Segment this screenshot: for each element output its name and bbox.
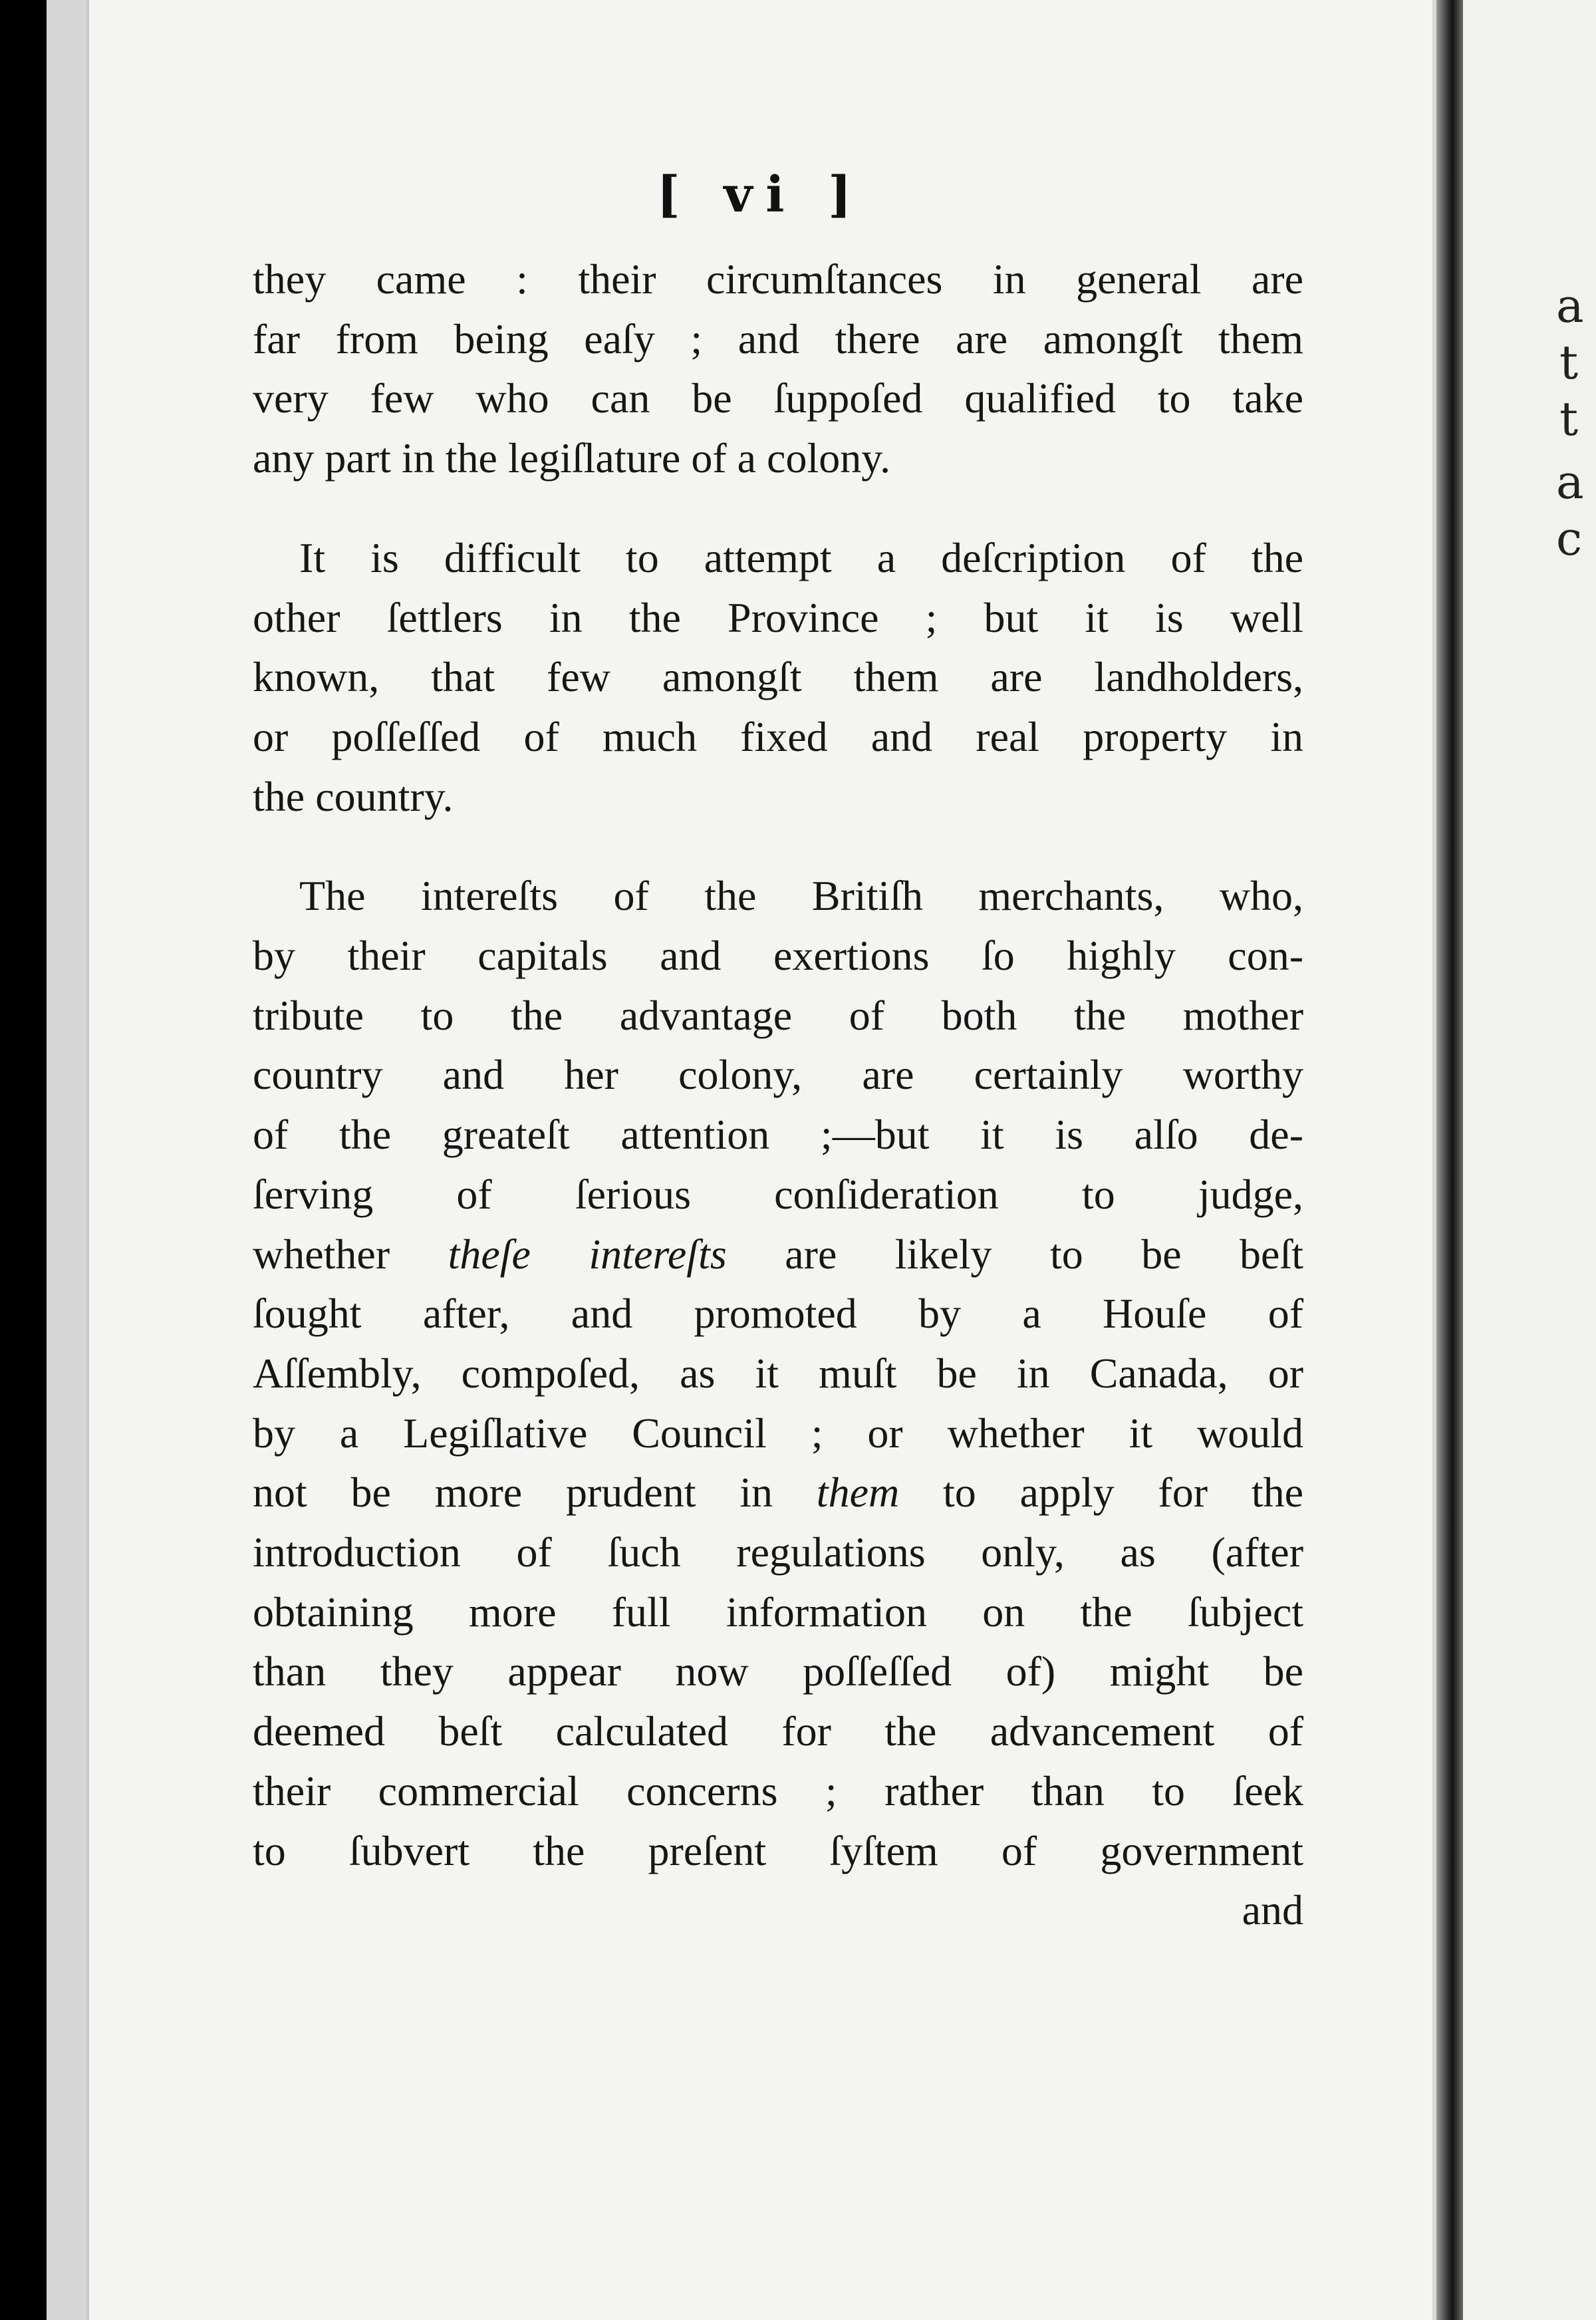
text-line: It is difficult to attempt a deſcription of the [299, 533, 1303, 581]
text-line: any part in the legiſlature of a colony. [253, 434, 891, 482]
text-segment: not be more prudent in [253, 1469, 817, 1517]
text-line: deemed beſt calculated for the advancement of [253, 1707, 1303, 1755]
page-number-header: [ vi ] [656, 166, 865, 223]
catchword: and [1242, 1886, 1303, 1934]
text-line: the country. [253, 772, 454, 820]
paragraph-2 [253, 528, 1303, 827]
text-line: known, that few amongſt them are landholders, [253, 653, 1303, 701]
text-line: to ſubvert the preſent ſyſtem of government [253, 1826, 1303, 1874]
text-line: The intereſts of the Britiſh merchants, who, [299, 872, 1303, 920]
text-line-with-italic [253, 1225, 1303, 1284]
facing-page-letter: a [1556, 279, 1584, 333]
text-line: obtaining more full information on the ſubject [253, 1588, 1303, 1636]
text-line: other ſettlers in the Province ; but it is well [253, 593, 1303, 641]
text-line: they came : their circumſtances in general are [253, 255, 1303, 303]
text-line: far from being eaſy ; and there are amongſt them [253, 315, 1303, 362]
text-line: of the greateſt attention ;—but it is alſo de- [253, 1111, 1303, 1159]
paragraph-3 [253, 866, 1303, 1940]
body-text [253, 249, 1303, 1980]
text-line: by their capitals and exertions ſo highly con- [253, 932, 1303, 980]
facing-page-letter: c [1556, 511, 1583, 566]
facing-page-letter: t [1559, 392, 1579, 446]
text-line: introduction of ſuch regulations only, as (after [253, 1528, 1303, 1576]
text-line: very few who can be ſuppoſed qualified to take [253, 374, 1303, 422]
italic-word: them [816, 1469, 900, 1517]
text-segment: to apply for the [899, 1469, 1304, 1517]
text-line-with-italic [253, 1463, 1303, 1522]
book-gutter [1436, 0, 1463, 2320]
left-page-edge [47, 0, 86, 2320]
facing-page-letter: a [1556, 455, 1584, 509]
text-line: tribute to the advantage of both the mother [253, 991, 1303, 1039]
paragraph-1 [253, 249, 1303, 488]
facing-page-edge [1463, 0, 1596, 2320]
text-line: or poſſeſſed of much fixed and real property in [253, 712, 1303, 760]
text-segment: are likely to be beſt [726, 1230, 1304, 1278]
text-segment: whether [253, 1230, 448, 1278]
italic-phrase: theſe intereſts [448, 1230, 727, 1278]
text-line: ſought after, and promoted by a Houſe of [253, 1290, 1303, 1338]
facing-page-letter: t [1559, 335, 1579, 390]
text-line: than they appear now poſſeſſed of) might be [253, 1648, 1303, 1695]
text-line: country and her colony, are certainly worthy [253, 1051, 1303, 1099]
text-line: by a Legiſlative Council ; or whether it would [253, 1409, 1303, 1457]
text-line: Aſſembly, compoſed, as it muſt be in Canada, or [253, 1349, 1303, 1397]
text-line: ſerving of ſerious conſideration to judge, [253, 1170, 1303, 1218]
text-line: their commercial concerns ; rather than to ſeek [253, 1767, 1303, 1814]
